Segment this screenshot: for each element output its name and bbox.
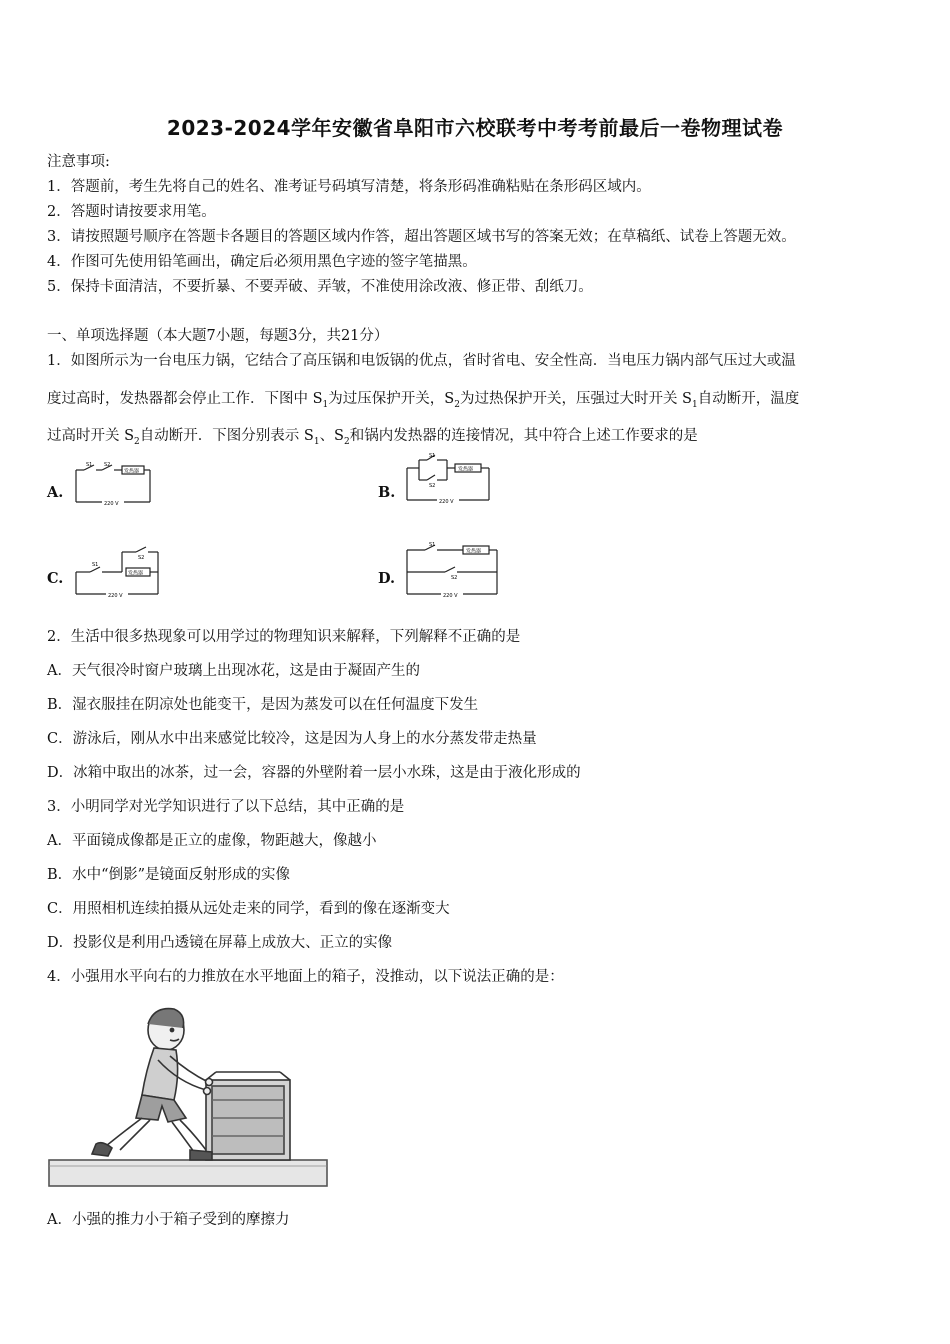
- notice-item: 4．作图可先使用铅笔画出，确定后必须用黑色字迹的签字笔描黑。: [47, 254, 477, 270]
- notice-item: 1．答题前，考生先将自己的姓名、准考证号码填写清楚，将条形码准确粘贴在条形码区域内。: [47, 179, 651, 195]
- q3-stem: 3．小明同学对光学知识进行了以下总结，其中正确的是: [47, 799, 405, 815]
- q1-option-b-label[interactable]: B.: [378, 484, 396, 501]
- q3-option-d[interactable]: D．投影仪是利用凸透镜在屏幕上成放大、正立的实像: [47, 935, 393, 951]
- s1-label: S1: [86, 462, 93, 468]
- q4-stem: 4．小强用水平向右的力推放在水平地面上的箱子，没推动，以下说法正确的是：: [47, 969, 564, 985]
- heater-label: 发热器: [458, 466, 474, 473]
- q3-option-b[interactable]: B．水中“倒影”是镜面反射形成的实像: [47, 867, 290, 883]
- notice-heading: 注意事项:: [47, 154, 110, 170]
- q1-stem-line1: 1．如图所示为一台电压力锅，它结合了高压锅和电饭锅的优点，省时省电、安全性高．当电压力锅内部气压过大或温: [47, 353, 796, 369]
- voltage-label: 220 V: [443, 593, 458, 599]
- q1-option-a-label[interactable]: A.: [47, 484, 64, 501]
- heater-label: 发热器: [124, 468, 140, 475]
- s2-label: S2: [138, 555, 145, 561]
- notice-item: 2．答题时请按要求用笔。: [47, 204, 216, 220]
- q1-circuit-c: [72, 544, 164, 602]
- q2-option-b[interactable]: B．湿衣服挂在阴凉处也能变干，是因为蒸发可以在任何温度下发生: [47, 697, 479, 713]
- page-title: 2023-2024学年安徽省阜阳市六校联考中考考前最后一卷物理试卷: [166, 116, 784, 140]
- q1-stem-line3: 过高时开关 $S_2$自动断开．下图分别表示 $S_1$、$S_2$和锅内发热器的连接情况，其中符合上述工作要求的是: [47, 428, 698, 447]
- s2-label: S2: [429, 483, 436, 489]
- q2-stem: 2．生活中很多热现象可以用学过的物理知识来解释，下列解释不正确的是: [47, 629, 521, 645]
- q2-option-a[interactable]: A．天气很冷时窗户玻璃上出现冰花，这是由于凝固产生的: [47, 663, 420, 679]
- boy-pushing-box-illustration: [46, 1000, 332, 1192]
- q1-circuit-a: [72, 460, 158, 508]
- s2-label: S2: [104, 462, 111, 468]
- s1-label: S1: [92, 562, 99, 568]
- q2-option-d[interactable]: D．冰箱中取出的冰茶，过一会，容器的外壁附着一层小水珠，这是由于液化形成的: [47, 765, 581, 781]
- heater-label: 发热器: [128, 570, 144, 577]
- s1-label: S1: [429, 542, 436, 548]
- q1-circuit-b: [403, 452, 495, 508]
- section-heading: 一、单项选择题（本大题7小题，每题3分，共21分）: [47, 328, 389, 344]
- heater-label: 发热器: [466, 548, 482, 555]
- voltage-label: 220 V: [108, 593, 123, 599]
- q1-option-c-label[interactable]: C.: [47, 570, 64, 587]
- voltage-label: 220 V: [439, 499, 454, 505]
- q1-option-d-label[interactable]: D.: [378, 570, 396, 587]
- q3-option-a[interactable]: A．平面镜成像都是正立的虚像，物距越大，像越小: [47, 833, 377, 849]
- q1-circuit-d: [403, 540, 503, 602]
- q2-option-c[interactable]: C．游泳后，刚从水中出来感觉比较冷，这是因为人身上的水分蒸发带走热量: [47, 731, 537, 747]
- q4-option-a[interactable]: A．小强的推力小于箱子受到的摩擦力: [47, 1212, 290, 1228]
- s1-label: S1: [429, 453, 436, 459]
- notice-item: 5．保持卡面清洁，不要折暴、不要弄破、弄皱，不准使用涂改液、修正带、刮纸刀。: [47, 279, 593, 295]
- notice-item: 3．请按照题号顺序在答题卡各题目的答题区域内作答，超出答题区域书写的答案无效；在草稿纸、试卷上答题无效。: [47, 229, 796, 245]
- voltage-label: 220 V: [104, 501, 119, 507]
- q1-stem-line2: 度过高时，发热器都会停止工作．下图中 $S_1$为过压保护开关，$S_2$为过热保护开关，压强过大时开关 $S_1$自动断开，温度: [47, 391, 800, 410]
- q3-option-c[interactable]: C．用照相机连续拍摄从远处走来的同学，看到的像在逐渐变大: [47, 901, 450, 917]
- s2-label: S2: [451, 575, 458, 581]
